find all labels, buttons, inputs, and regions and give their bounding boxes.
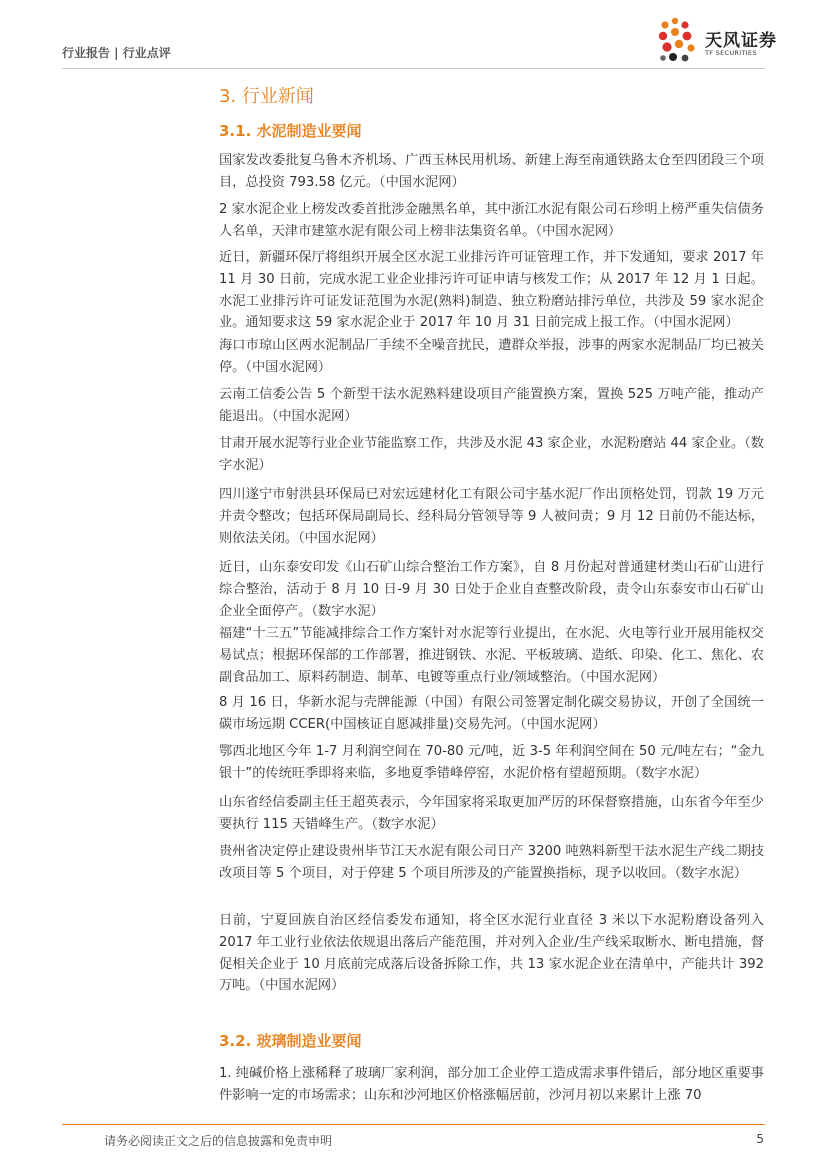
news-paragraph: 2 家水泥企业上榜发改委首批涉金融黑名单，其中浙江水泥有限公司石珍明上榜严重失信债务人名单，天津市建筮水泥有限公司上榜非法集资名单。（中国水泥网） <box>219 202 764 239</box>
news-paragraph: 8 月 16 日，华新水泥与壳牌能源（中国）有限公司签署定制化碳交易协议，开创了全国统一碳市场远期 CCER(中国核证自愿减排量)交易先河。（中国水泥网） <box>219 695 764 732</box>
news-paragraph: 近日，新疆环保厅将组织开展全区水泥工业排污许可证管理工作，并下发通知，要求 2017 年 11 月 30 日前，完成水泥工业企业排污许可证申请与核发工作；从 2017 年 12 月 1 日起。水泥工业排污许可证发证范围为水泥(熟料)制造、独立粉磨站排污单位，共涉及 59 家水泥企业。通知要求这 59 家水泥企业于 2017 年 10 月 31 日前完成上报工作。（中国水泥网） <box>219 250 764 331</box>
news-paragraph: 近日，山东泰安印发《山石矿山综合整治工作方案》，自 8 月份起对普通建材类山石矿山进行综合整治，活动于 8 月 10 日-9 月 30 日处于企业自查整改阶段，责令山东泰安市山石矿山企业全面停产。（数字水泥） <box>219 560 764 619</box>
news-paragraph: 1. 纯碱价格上涨稀释了玻璃厂家利润，部分加工企业停工造成需求事件错后，部分地区重要事件影响一定的市场需求；山东和沙河地区价格涨幅居前，沙河月初以来累计上涨 70 <box>219 1066 764 1103</box>
logo-name: 天风证券 <box>705 31 777 51</box>
news-paragraph: 四川遂宁市射洪县环保局已对宏远建材化工有限公司宇基水泥厂作出顶格处罚，罚款 19 万元并责令整改；包括环保局副局长、经科局分管领导等 9 人被问责；9 月 12 日前仍不能达标，则依法关闭。（中国水泥网） <box>219 487 764 546</box>
news-paragraph: 海口市琼山区两水泥制品厂手续不全噪音扰民，遭群众举报，涉事的两家水泥制品厂均已被关停。（中国水泥网） <box>219 338 764 375</box>
subsection-title-cement: 3.1. 水泥制造业要闻 <box>219 122 362 140</box>
page-number: 5 <box>756 1132 764 1146</box>
footer-disclaimer: 请务必阅读正文之后的信息披露和免责申明 <box>104 1134 333 1148</box>
news-paragraph: 山东省经信委副主任王超英表示，今年国家将采取更加严厉的环保督察措施，山东省今年至少要执行 115 天错峰生产。（数字水泥） <box>219 795 764 832</box>
news-paragraph: 贵州省决定停止建设贵州毕节江天水泥有限公司日产 3200 吨熟料新型干法水泥生产线二期技改项目等 5 个项目，对于停建 5 个项目所涉及的产能置换指标，现予以收回。（数字水泥） <box>219 844 764 881</box>
news-paragraph: 鄂西北地区今年 1-7 月利润空间在 70-80 元/吨，近 3-5 年利润空间在 50 元/吨左右；“金九银十”的传统旺季即将来临，多地夏季错峰停窑，水泥价格有望超预期。（数字水泥） <box>219 744 764 781</box>
section-title: 3. 行业新闻 <box>219 86 314 107</box>
news-paragraph: 福建“十三五”节能减排综合工作方案针对水泥等行业提出，在水泥、火电等行业开展用能权交易试点；根据环保部的工作部署，推进钢铁、水泥、平板玻璃、造纸、印染、化工、焦化、农副食品加工、原料药制造、制革、电镀等重点行业/领域整治。（中国水泥网） <box>219 626 764 685</box>
header-breadcrumb: 行业报告 | 行业点评 <box>62 46 171 60</box>
news-paragraph: 甘肃开展水泥等行业企业节能监察工作，共涉及水泥 43 家企业，水泥粉磨站 44 家企业。（数字水泥） <box>219 436 764 473</box>
flower-logo-icon <box>655 16 701 70</box>
news-paragraph: 日前，宁夏回族自治区经信委发布通知，将全区水泥行业直径 3 米以下水泥粉磨设备列入 2017 年工业行业依法依规退出落后产能范围，并对列入企业/生产线采取断水、断电措施，督促相关企业于 10 月底前完成落后设备拆除工作，共 13 家水泥企业在清单中，产能共计 392 万吨。（中国水泥网） <box>219 913 764 994</box>
footer-divider <box>62 1124 765 1125</box>
news-paragraph: 国家发改委批复乌鲁木齐机场、广西玉林民用机场、新建上海至南通铁路太仓至四团段三个项目，总投资 793.58 亿元。（中国水泥网） <box>219 153 764 190</box>
logo-subtitle: TF SECURITIES <box>705 49 757 57</box>
company-logo <box>655 16 777 70</box>
subsection-title-glass: 3.2. 玻璃制造业要闻 <box>219 1032 362 1050</box>
news-paragraph: 云南工信委公告 5 个新型干法水泥熟料建设项目产能置换方案，置换 525 万吨产能，推动产能退出。（中国水泥网） <box>219 387 764 424</box>
